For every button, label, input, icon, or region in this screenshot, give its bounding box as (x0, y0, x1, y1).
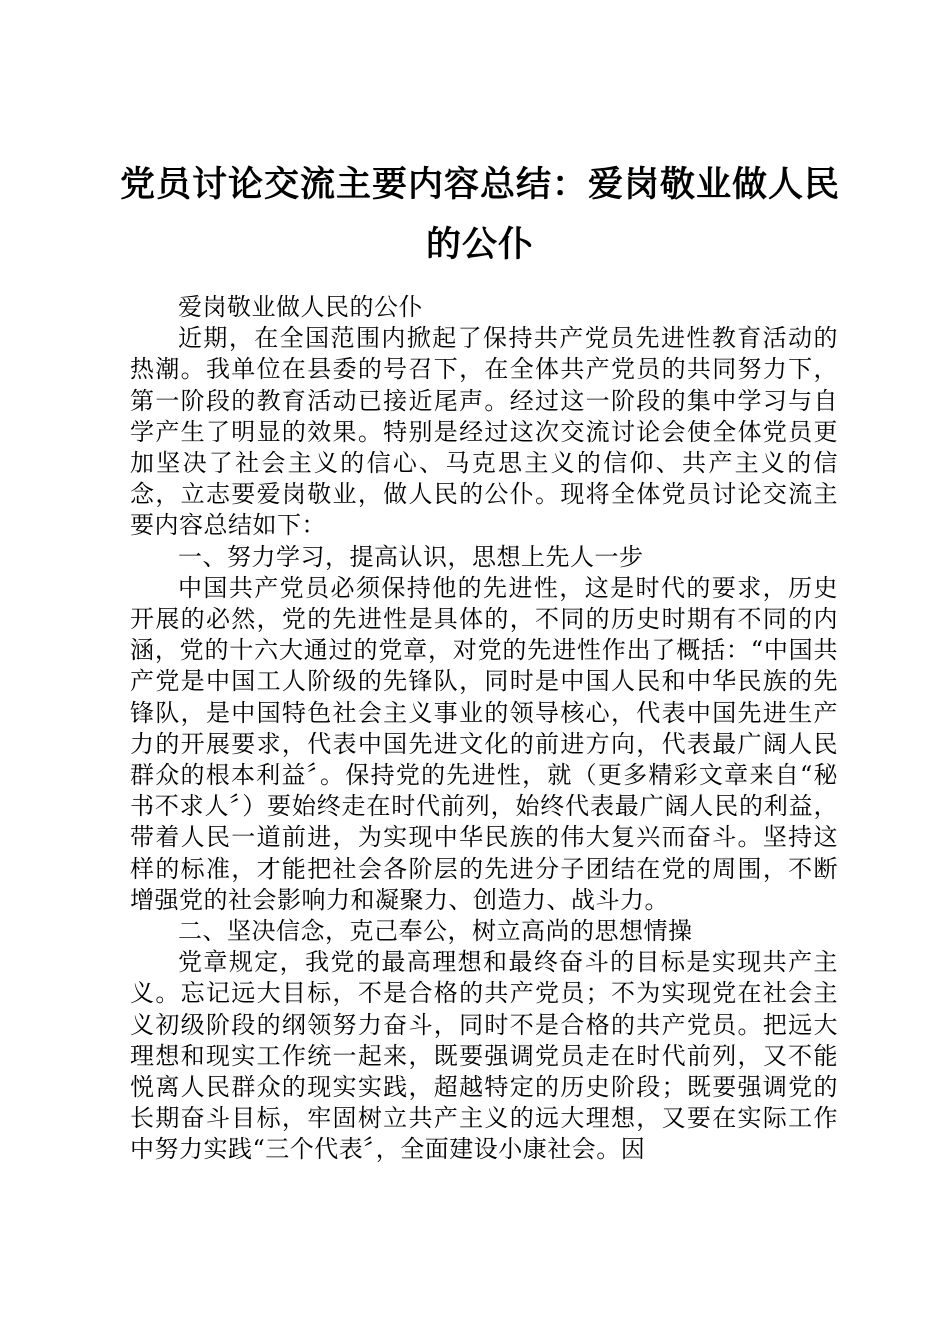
section-1-paragraph: 中国共产党员必须保持他的先进性，这是时代的要求，历史开展的必然，党的先进性是具体的，不同的历史时期有不同的内涵，党的十六大通过的党章，对党的先进性作出了概括：“中国共产党是中国工人阶级的先锋队，同时是中国人民和中华民族的先锋队，是中国特色社会主义事业的领导核心，代表中国先进生产力的开展要求，代表中国先进文化的前进方向，代表最广阔人民群众的根本利益〞。保持党的先进性，就（更多精彩文章来自“秘书不求人〞）要始终走在时代前列，始终代表最广阔人民的利益，带着人民一道前进，为实现中华民族的伟大复兴而奋斗。坚持这样的标准，才能把社会各阶层的先进分子团结在党的周围，不断增强党的社会影响力和凝聚力、创造力、战斗力。 (130, 573, 838, 914)
document-body (130, 292, 838, 1166)
section-heading-2: 二、坚决信念，克己奉公，树立高尚的思想情操 (178, 917, 693, 946)
section-2-paragraph: 党章规定，我党的最高理想和最终奋斗的目标是实现共产主义。忘记远大目标，不是合格的共产党员；不为实现党在社会主义初级阶段的纲领努力奋斗，同时不是合格的共产党员。把远大理想和现实工作统一起来，既要强调党员走在时代前列，又不能悦离人民群众的现实实践，超越特定的历史阶段；既要强调党的长期奋斗目标，牢固树立共产主义的远大理想，又要在实际工作中努力实践“三个代表〞，全面建设小康社会。因 (130, 948, 838, 1164)
intro-paragraph: 近期，在全国范围内掀起了保持共产党员先进性教育活动的热潮。我单位在县委的号召下，在全体共产党员的共同努力下，第一阶段的教育活动已接近尾声。经过这一阶段的集中学习与自学产生了明显的效果。特别是经过这次交流讨论会使全体党员更加坚决了社会主义的信心、马克思主义的信仰、共产主义的信念，立志要爱岗敬业，做人民的公仆。现将全体党员讨论交流主要内容总结如下： (130, 324, 838, 540)
document-title-line-2: 的公仆 (425, 224, 534, 265)
subtitle-paragraph: 爱岗敬业做人民的公仆 (178, 293, 423, 321)
document-title-line-1: 党员讨论交流主要内容总结：爱岗敬业做人民 (120, 164, 841, 205)
section-heading-1: 一、努力学习，提高认识，思想上先人一步 (178, 542, 644, 571)
